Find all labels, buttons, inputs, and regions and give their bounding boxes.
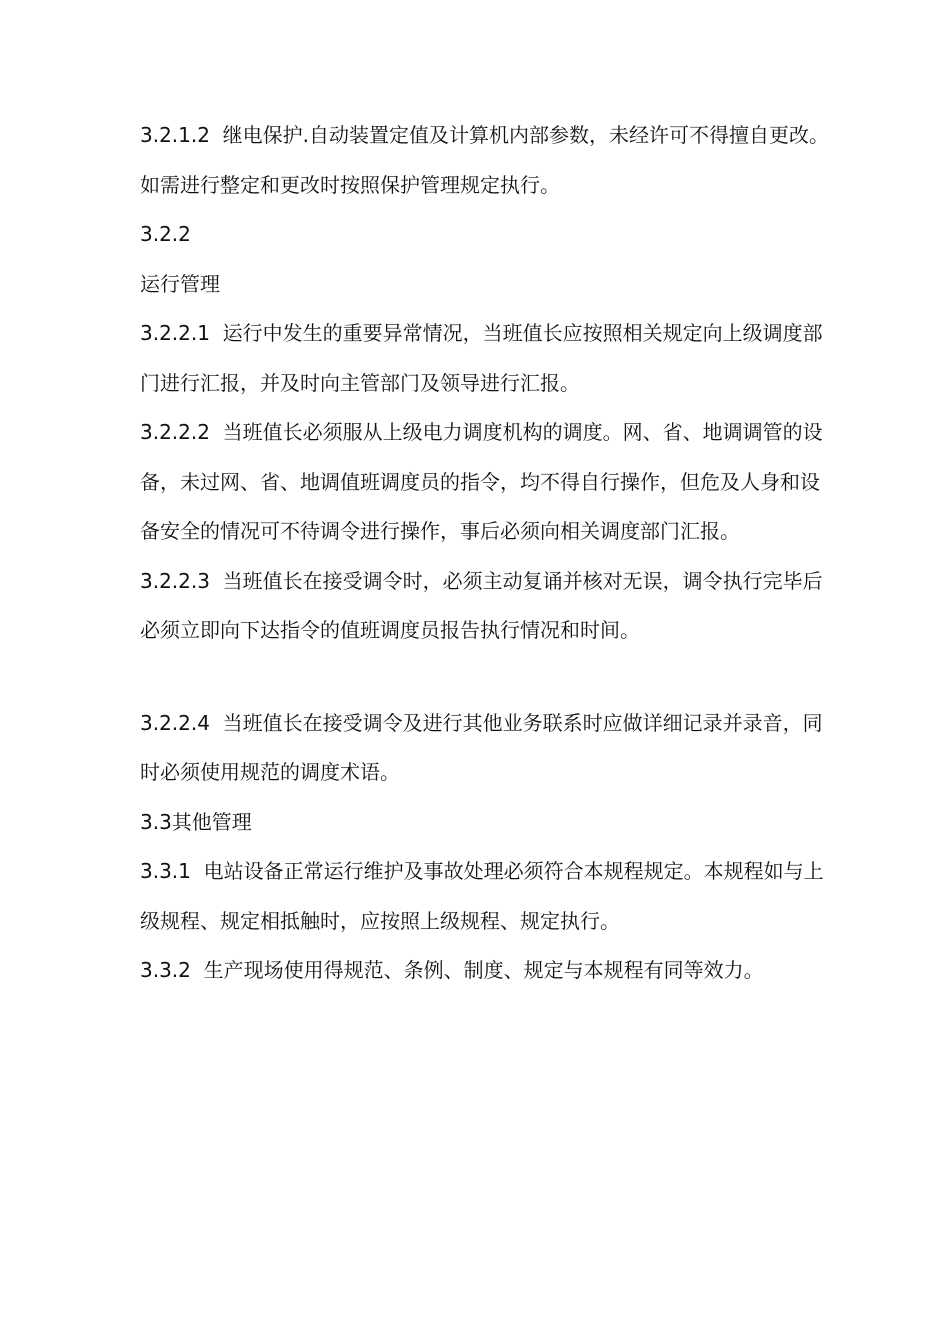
section-heading-3-2-2: 3.2.2: [140, 222, 191, 246]
paragraph-3-2-1-2: 3.2.1.2 继电保护.自动装置定值及计算机内部参数，未经许可不得擅自更改。如需进行整定和更改时按照保护管理规定执行。: [140, 123, 830, 197]
section-heading-3-3: 3.3其他管理: [140, 809, 252, 834]
document-body: [140, 111, 830, 996]
paragraph-3-2-2-1: 3.2.2.1 运行中发生的重要异常情况，当班值长应按照相关规定向上级调度部门进行汇报，并及时向主管部门及领导进行汇报。: [140, 321, 823, 395]
paragraph-3-2-2-4: 3.2.2.4 当班值长在接受调令及进行其他业务联系时应做详细记录并录音，同时必须使用规范的调度术语。: [140, 710, 823, 784]
paragraph-3-3-2: 3.3.2 生产现场使用得规范、条例、制度、规定与本规程有同等效力。: [140, 958, 764, 982]
paragraph-spacer: [140, 656, 830, 699]
paragraph-3-3-1: 3.3.1 电站设备正常运行维护及事故处理必须符合本规程规定。本规程如与上级规程、规定相抵触时，应按照上级规程、规定执行。: [140, 859, 824, 933]
paragraph-3-2-2-2: 3.2.2.2 当班值长必须服从上级电力调度机构的调度。网、省、地调调管的设备，未过网、省、地调值班调度员的指令，均不得自行操作，但危及人身和设备安全的情况可不待调令进行操作，事后必须向相关调度部门汇报。: [140, 420, 823, 543]
section-title-operation-management: 运行管理: [140, 271, 220, 296]
paragraph-3-2-2-3: 3.2.2.3 当班值长在接受调令时，必须主动复诵并核对无误，调令执行完毕后必须立即向下达指令的值班调度员报告执行情况和时间。: [140, 568, 823, 642]
